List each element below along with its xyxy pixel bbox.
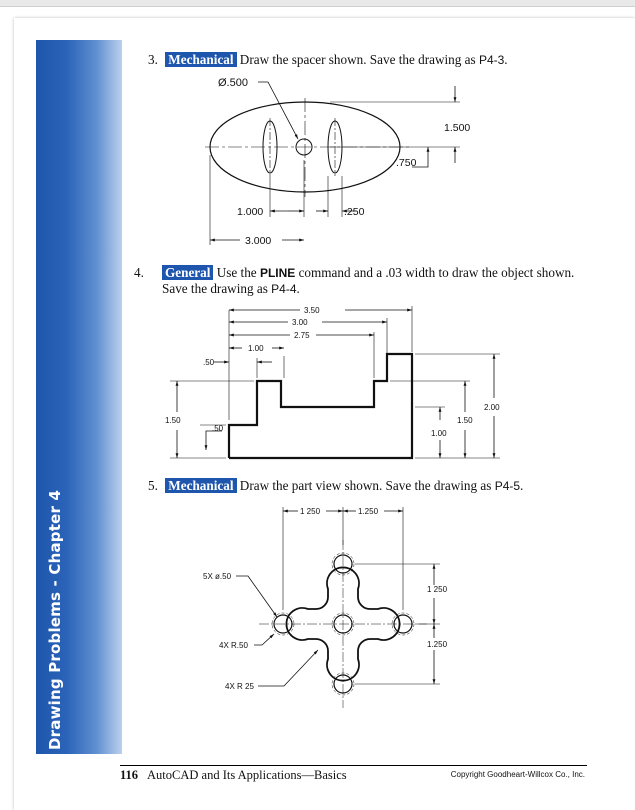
dim-slot-spacing: 1.000 <box>237 206 264 218</box>
footer-book-title: AutoCAD and Its Applications—Basics <box>147 768 347 782</box>
problem-number: 3. <box>148 52 158 67</box>
problem-number: 4. <box>134 265 144 280</box>
dim-1-00-right: 1.00 <box>431 429 447 438</box>
filename: P4-5 <box>494 479 521 493</box>
dim-1-50-left: 1.50 <box>165 416 181 425</box>
profile-outline <box>229 354 412 458</box>
dim-height: 1.500 <box>444 122 471 134</box>
dim-inner-radius: 4X R 25 <box>225 682 254 691</box>
dim-1-00-top: 1.00 <box>248 344 264 353</box>
dim-top-left: 1 250 <box>300 507 321 516</box>
dim-0-50-step: .50 <box>212 424 224 433</box>
footer-copyright: Copyright Goodheart-Willcox Co., Inc. <box>450 770 585 779</box>
filename: P4-3 <box>478 53 505 67</box>
dim-holes: 5X ø.50 <box>203 572 232 581</box>
cross-part-drawing <box>236 507 440 708</box>
dim-top-right: 1.250 <box>358 507 379 516</box>
dim-slot-width: .250 <box>344 206 365 218</box>
problem-text: Draw the spacer shown. Save the drawing as <box>239 52 479 67</box>
dim-outer-radius: 4X R.50 <box>219 641 248 650</box>
dim-2-00: 2.00 <box>484 403 500 412</box>
dim-1-50-right: 1.50 <box>457 416 473 425</box>
sidebar-chapter-label: Drawing Problems - Chapter 4 <box>46 489 64 750</box>
category-badge: Mechanical <box>165 52 236 67</box>
dim-2-75: 2.75 <box>294 331 310 340</box>
footer-rule <box>120 765 587 766</box>
footer-page-number: 116 <box>120 768 139 782</box>
dim-offset: .750 <box>396 157 417 169</box>
command-name: PLINE <box>259 266 296 280</box>
dim-0-50-top: .50 <box>203 358 215 367</box>
spacer-drawing <box>205 82 460 245</box>
dim-overall: 3.000 <box>245 235 272 247</box>
problem-text: Draw the part view shown. Save the drawing as <box>239 478 495 493</box>
problem-number: 5. <box>148 478 158 493</box>
dim-3-00: 3.00 <box>292 318 308 327</box>
problem-text-middle: command and a .03 width to draw the object shown. Save the drawing as <box>162 265 575 296</box>
dim-right-top: 1 250 <box>427 585 448 594</box>
pline-drawing <box>170 306 500 458</box>
filename: P4-4 <box>271 282 297 296</box>
category-badge: General <box>162 265 213 280</box>
dim-diameter: Ø.500 <box>218 77 248 89</box>
problem-text-end: . <box>296 281 300 296</box>
problem-text-end: . <box>504 52 508 67</box>
dim-right-bottom: 1.250 <box>427 640 448 649</box>
problem-text: Use the <box>216 265 260 280</box>
problem-text-end: . <box>520 478 524 493</box>
category-badge: Mechanical <box>165 478 236 493</box>
dim-3-50: 3.50 <box>304 306 320 315</box>
